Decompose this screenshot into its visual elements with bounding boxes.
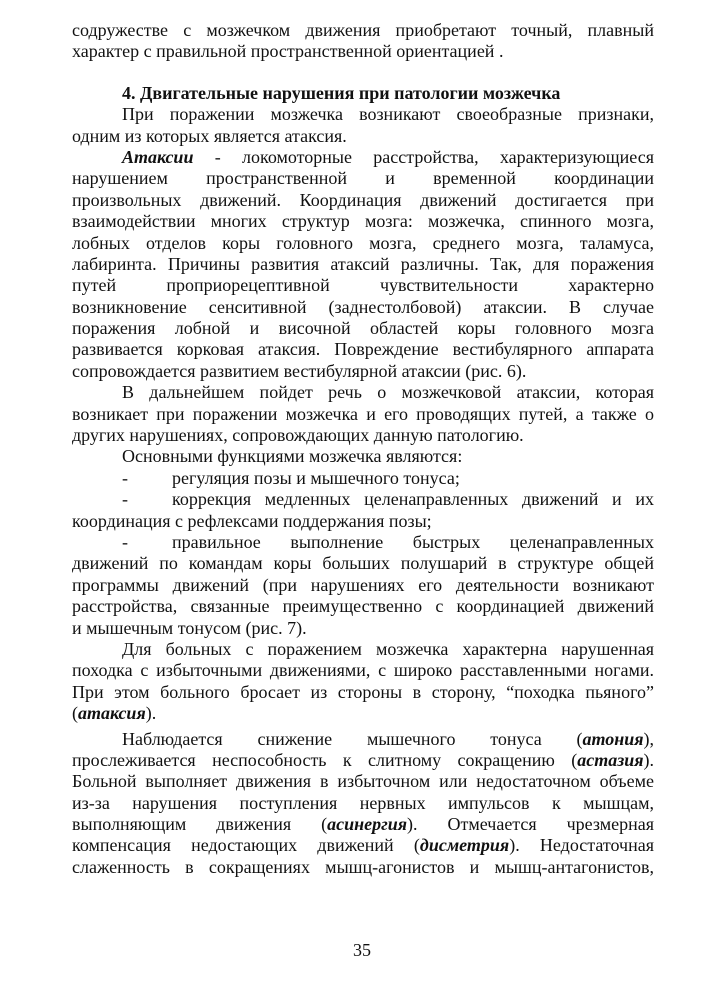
text-line: других нарушениях, сопровождающих данную патологию.: [72, 425, 524, 446]
text-line: характер с правильной пространственной ориентацией .: [72, 41, 504, 62]
text-line: компенсация недостающих движений (дисметрия). Недостаточная: [72, 835, 654, 856]
text-line: координация с рефлексами поддержания позы;: [72, 510, 432, 531]
text-line: Основными функциями мозжечка являются:: [122, 446, 463, 467]
text-line: нарушением пространственной и временной координации: [72, 168, 654, 189]
list-item: - регуляция позы и мышечного тонуса;: [122, 467, 460, 488]
list-item: - коррекция медленных целенаправленных движений и их: [122, 489, 654, 510]
text-line: программы движений (при нарушениях его деятельности возникают: [72, 574, 654, 595]
text-line: движений по командам коры больших полушарий в структуре общей: [72, 553, 654, 574]
term-asynergia: асинергия: [327, 814, 408, 835]
section-heading: 4. Двигательные нарушения при патологии мозжечка: [122, 82, 561, 103]
text-line: Для больных с поражением мозжечка характерна нарушенная: [122, 638, 654, 659]
text-line: Больной выполняет движения в избыточном или недостаточном объеме: [72, 771, 654, 792]
text-line: взаимодействии многих структур мозга: мозжечка, спинного мозга,: [72, 211, 654, 232]
page-number: 35: [353, 940, 371, 960]
text-line: расстройства, связанные преимущественно с координацией движений: [72, 596, 654, 617]
text-line: При этом больного бросает из стороны в сторону, “походка пьяного”: [72, 681, 654, 702]
list-item: - правильное выполнение быстрых целенаправленных: [122, 531, 654, 552]
term-dysmetria: дисметрия: [419, 835, 510, 856]
text-line: Наблюдается снижение мышечного тонуса (атония),: [122, 728, 654, 749]
text-line: выполняющим движения (асинергия). Отмечается чрезмерная: [72, 814, 654, 835]
text-line: прослеживается неспособность к слитному сокращению (астазия).: [72, 749, 654, 770]
text-line: из-за нарушения поступления нервных импульсов к мышцам,: [72, 792, 654, 813]
text-line: развивается корковая атаксия. Повреждение вестибулярного аппарата: [72, 339, 654, 360]
text-line: (атаксия).: [72, 703, 157, 724]
text-line: лобных отделов коры головного мозга, среднего мозга, таламуса,: [72, 232, 654, 253]
text-line: содружестве с мозжечком движения приобретают точный, плавный: [72, 20, 654, 40]
text-line: и мышечным тонусом (рис. 7).: [72, 617, 307, 638]
text-line: Атаксии - локомоторные расстройства, характеризующиеся: [122, 146, 654, 167]
text-line: поражения лобной и височной областей коры головного мозга: [72, 318, 654, 339]
text-line: слаженность в сокращениях мышц-агонистов и мышц-антагонистов,: [72, 856, 654, 877]
text-line: одним из которых является атаксия.: [72, 125, 347, 146]
term-astasia: астазия: [577, 749, 644, 770]
text-line: лабиринта. Причины развития атаксий различны. Так, для поражения: [72, 253, 654, 274]
text-line: путей проприорецептивной чувствительности характерно: [72, 275, 654, 296]
term-ataxia-gait: атаксия: [78, 703, 146, 724]
text-line: возникает при поражении мозжечка и его проводящих путей, а также о: [72, 403, 654, 424]
page-body: [72, 20, 654, 878]
term-atonia: атония: [582, 728, 644, 749]
text-line: произвольных движений. Координация движений достигается при: [72, 189, 654, 210]
text-line: сопровождается развитием вестибулярной атаксии (рис. 6).: [72, 360, 527, 381]
text-line: При поражении мозжечка возникают своеобразные признаки,: [122, 104, 654, 125]
text-line: В дальнейшем пойдет речь о мозжечковой атаксии, которая: [122, 382, 654, 403]
text-line: возникновение сенситивной (заднестолбовой) атаксии. В случае: [72, 296, 654, 317]
term-ataxia: Атаксии: [122, 146, 194, 167]
text-line: походка с избыточными движениями, с широко расставленными ногами.: [72, 660, 654, 681]
